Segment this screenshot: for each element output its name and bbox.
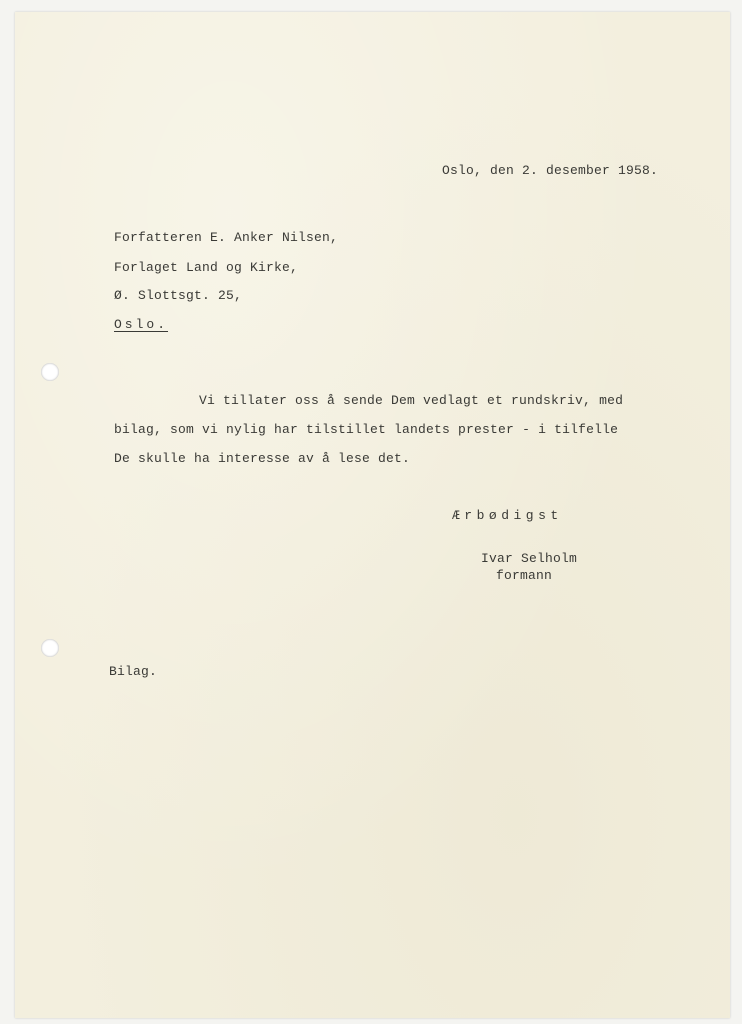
letter-sheet (15, 12, 730, 1018)
recipient-line-3: Ø. Slottsgt. 25, (114, 288, 243, 303)
letter-date: Oslo, den 2. desember 1958. (442, 163, 659, 178)
closing: Ærbødigst (452, 508, 563, 523)
body-line-2: bilag, som vi nylig har tilstillet landets prester - i tilfelle (114, 422, 619, 437)
recipient-line-2: Forlaget Land og Kirke, (114, 260, 299, 275)
body-line-1: Vi tillater oss å sende Dem vedlagt et rundskriv, med (199, 393, 624, 408)
signature-title: formann (496, 568, 553, 583)
recipient-line-1: Forfatteren E. Anker Nilsen, (114, 230, 339, 245)
enclosure-note: Bilag. (109, 664, 158, 679)
recipient-city: Oslo. (114, 317, 169, 332)
signature-name: Ivar Selholm (481, 551, 578, 566)
body-line-3: De skulle ha interesse av å lese det. (114, 451, 411, 466)
punch-hole (41, 363, 59, 381)
punch-hole (41, 639, 59, 657)
